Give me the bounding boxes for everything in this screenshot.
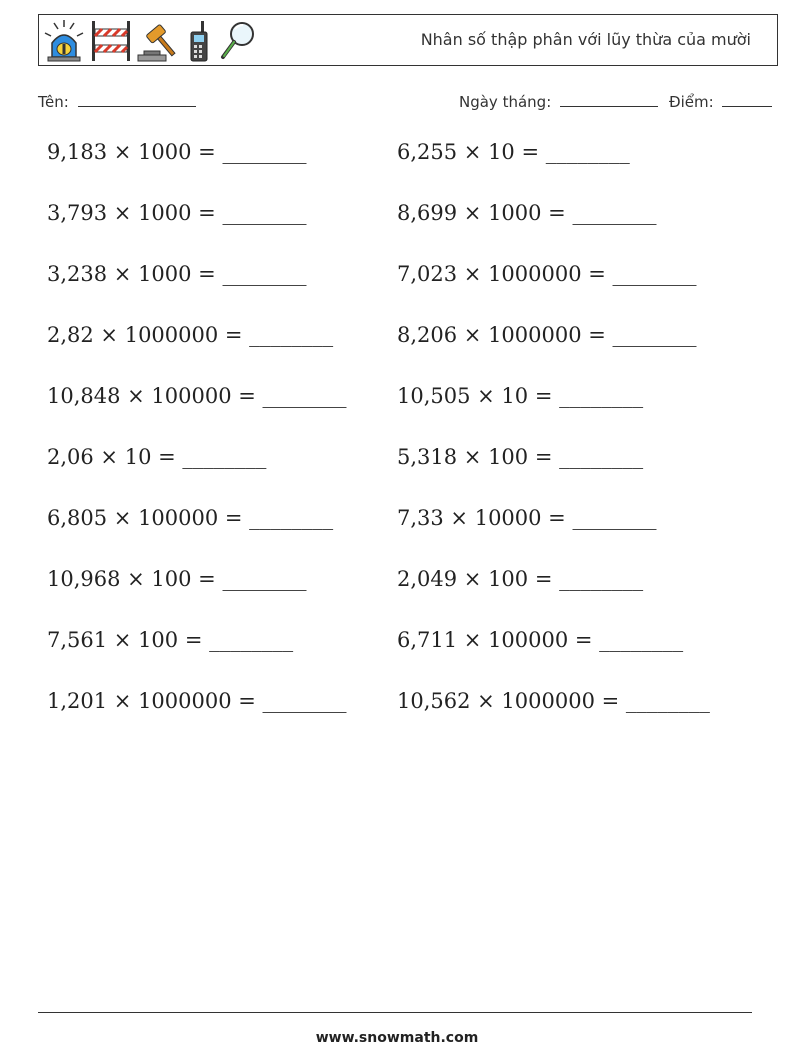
problem-row xyxy=(0,201,794,241)
date-blank[interactable] xyxy=(560,92,658,107)
problem-item[interactable]: 10,562 × 1000000 = ________ xyxy=(397,689,710,713)
problem-item[interactable]: 2,06 × 10 = ________ xyxy=(47,445,267,469)
problem-item[interactable]: 7,561 × 100 = ________ xyxy=(47,628,294,652)
problem-item[interactable]: 8,699 × 1000 = ________ xyxy=(397,201,657,225)
problem-row xyxy=(0,628,794,668)
problem-item[interactable]: 6,255 × 10 = ________ xyxy=(397,140,630,164)
problem-row xyxy=(0,384,794,424)
problem-item[interactable]: 7,33 × 10000 = ________ xyxy=(397,506,657,530)
problem-row xyxy=(0,262,794,302)
problem-item[interactable]: 2,82 × 1000000 = ________ xyxy=(47,323,334,347)
problem-row xyxy=(0,323,794,363)
name-field[interactable] xyxy=(38,92,196,111)
problem-row xyxy=(0,689,794,729)
problem-item[interactable]: 1,201 × 1000000 = ________ xyxy=(47,689,347,713)
gavel-icon xyxy=(136,19,180,63)
problem-item[interactable]: 5,318 × 100 = ________ xyxy=(397,445,644,469)
name-label: Tên: xyxy=(38,93,69,111)
siren-icon xyxy=(42,19,86,63)
name-blank[interactable] xyxy=(78,92,196,107)
score-label: Điểm: xyxy=(669,93,714,111)
problem-item[interactable]: 6,805 × 100000 = ________ xyxy=(47,506,334,530)
problem-item[interactable]: 3,793 × 1000 = ________ xyxy=(47,201,307,225)
footer-divider xyxy=(38,1012,752,1013)
score-blank[interactable] xyxy=(722,92,772,107)
header-icons xyxy=(42,18,258,64)
problem-row xyxy=(0,445,794,485)
score-field[interactable] xyxy=(669,92,772,111)
problem-item[interactable]: 6,711 × 100000 = ________ xyxy=(397,628,684,652)
problem-row xyxy=(0,140,794,180)
problem-item[interactable]: 8,206 × 1000000 = ________ xyxy=(397,323,697,347)
problem-item[interactable]: 2,049 × 100 = ________ xyxy=(397,567,644,591)
problem-item[interactable]: 9,183 × 1000 = ________ xyxy=(47,140,307,164)
worksheet-title: Nhân số thập phân với lũy thừa của mười xyxy=(420,30,751,49)
footer-website: www.snowmath.com xyxy=(315,1030,479,1046)
problem-item[interactable]: 10,505 × 10 = ________ xyxy=(397,384,644,408)
date-label: Ngày tháng: xyxy=(459,93,552,111)
barrier-icon xyxy=(90,19,132,63)
magnifier-icon xyxy=(218,19,258,63)
problem-item[interactable]: 3,238 × 1000 = ________ xyxy=(47,262,307,286)
problem-item[interactable]: 10,968 × 100 = ________ xyxy=(47,567,307,591)
problem-row xyxy=(0,567,794,607)
problem-row xyxy=(0,506,794,546)
date-field[interactable] xyxy=(459,92,658,111)
problem-item[interactable]: 10,848 × 100000 = ________ xyxy=(47,384,347,408)
walkie-talkie-icon xyxy=(184,19,214,63)
problem-item[interactable]: 7,023 × 1000000 = ________ xyxy=(397,262,697,286)
worksheet-header xyxy=(38,14,778,66)
